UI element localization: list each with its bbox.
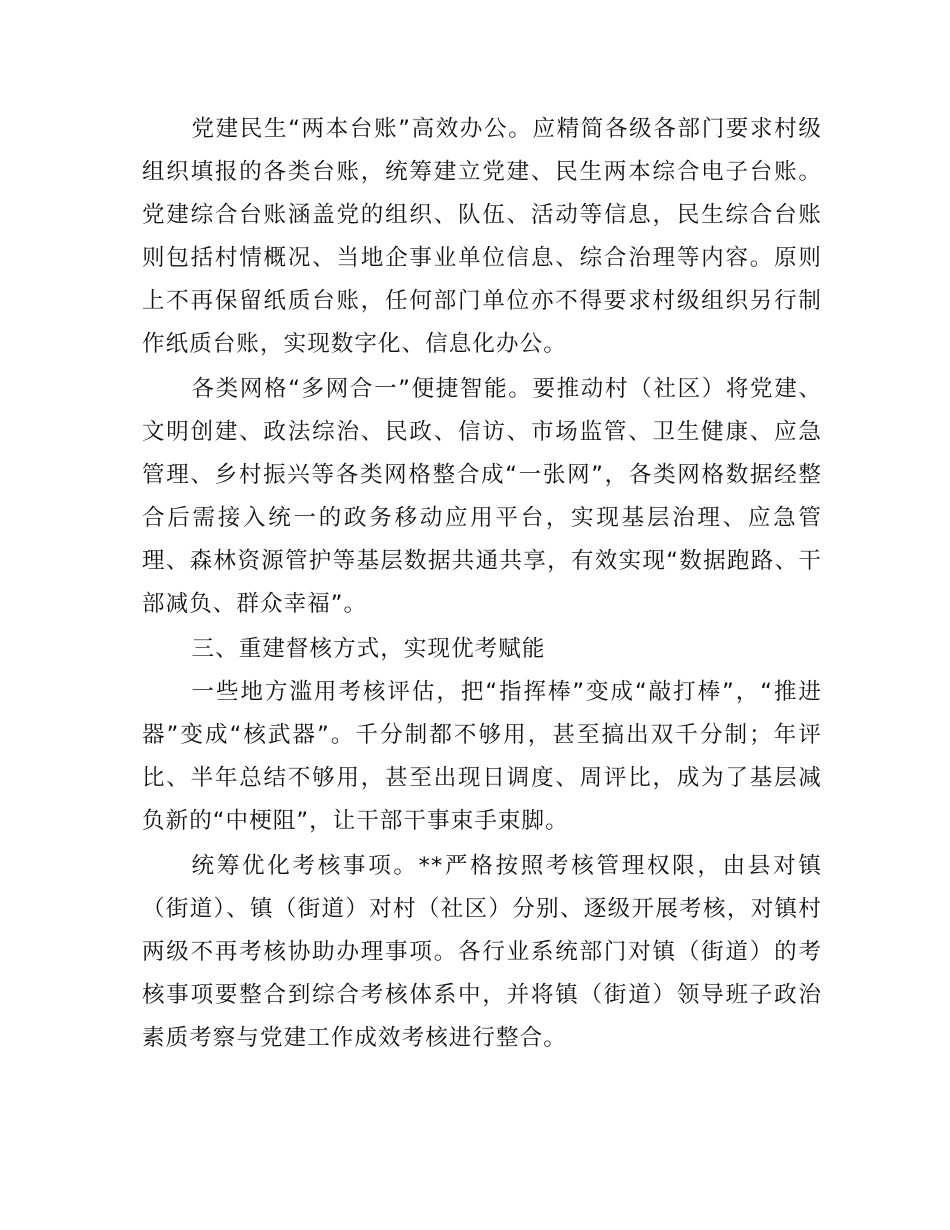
- paragraph-ledger: 党建民生“两本台账”高效办公。应精简各级各部门要求村级组织填报的各类台账，统筹建立党建、民生两本综合电子台账。党建综合台账涵盖党的组织、队伍、活动等信息，民生综合台账则包括村情概况、当地企事业单位信息、综合治理等内容。原则上不再保留纸质台账，任何部门单位亦不得要求村级组织另行制作纸质台账，实现数字化、信息化办公。: [142, 116, 822, 357]
- paragraph-assessment-abuse: 一些地方滥用考核评估，把“指挥棒”变成“敲打棒”，“推进器”变成“核武器”。千分制都不够用，甚至搞出双千分制；年评比、半年总结不够用，甚至出现日调度、周评比，成为了基层减负新的“中梗阻”，让干部干事束手束脚。: [142, 679, 822, 834]
- section-heading: 三、重建督核方式，实现优考赋能: [191, 636, 546, 662]
- paragraph-optimize-assessment: 统筹优化考核事项。**严格按照考核管理权限，由县对镇（街道）、镇（街道）对村（社区）分别、逐级开展考核，对镇村两级不再考核协助办理事项。各行业系统部门对镇（街道）的考核事项要整合到综合考核体系中，并将镇（街道）领导班子政治素质考察与党建工作成效考核进行整合。: [142, 853, 822, 1051]
- paragraph-grid: 各类网格“多网合一”便捷智能。要推动村（社区）将党建、文明创建、政法综治、民政、信访、市场监管、卫生健康、应急管理、乡村振兴等各类网格整合成“一张网”，各类网格数据经整合后需接入统一的政务移动应用平台，实现基层治理、应急管理、森林资源管护等基层数据共通共享，有效实现“数据跑路、干部减负、群众幸福”。: [142, 376, 822, 617]
- document-page: [142, 108, 822, 1060]
